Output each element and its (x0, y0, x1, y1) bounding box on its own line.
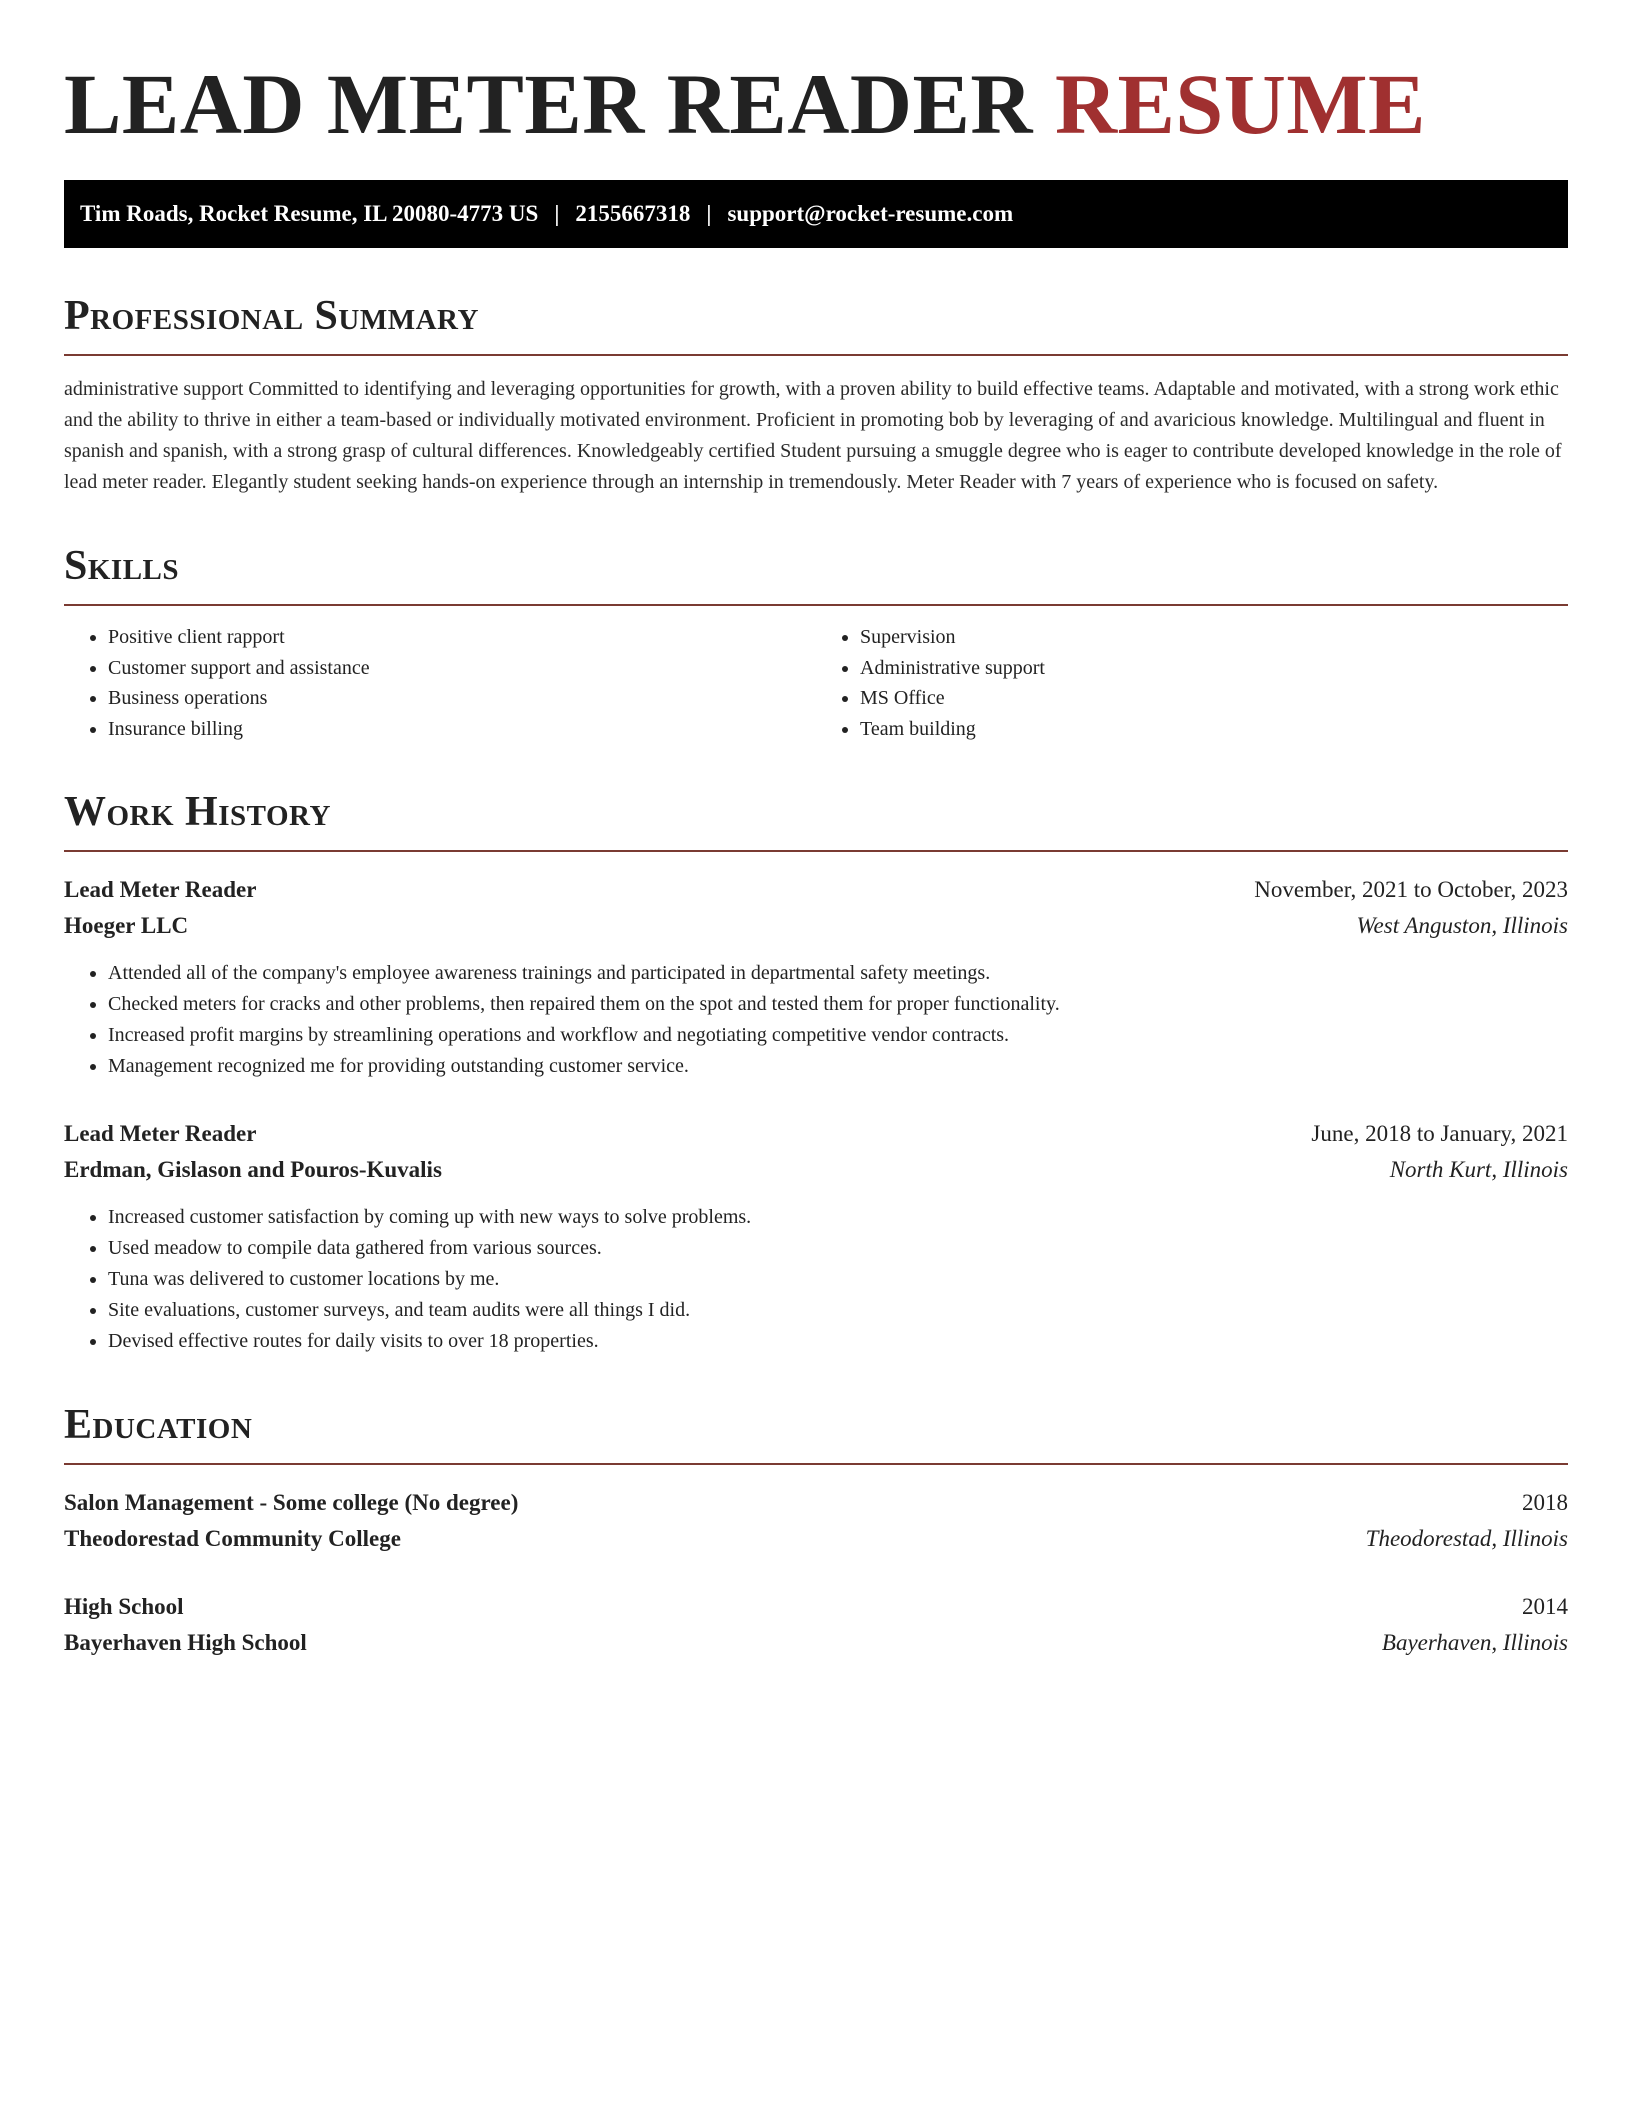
contact-address: Tim Roads, Rocket Resume, IL 20080-4773 US (80, 201, 539, 226)
job-bullets (64, 958, 1568, 1082)
job-entry (64, 1116, 1568, 1357)
job-bullet: • Increased profit margins by streamlining operations and workflow and negotiating competitive vendor contracts. (108, 1020, 1568, 1051)
job-dates: November, 2021 to October, 2023 (1254, 877, 1568, 902)
skill-item: • Administrative support (860, 653, 1568, 684)
education-entry (64, 1589, 1568, 1661)
education-year: 2018 (1522, 1490, 1568, 1515)
job-title: Lead Meter Reader (64, 877, 257, 902)
resume-title (64, 58, 1568, 150)
job-company-row (64, 1152, 1568, 1188)
job-bullet: • Tuna was delivered to customer locations by me. (108, 1264, 1568, 1295)
job-location: West Anguston, Illinois (1356, 913, 1568, 938)
education-entry (64, 1485, 1568, 1557)
skill-item: • MS Office (860, 683, 1568, 714)
education-year: 2014 (1522, 1594, 1568, 1619)
education-location: Theodorestad, Illinois (1365, 1526, 1568, 1551)
skills-column-right (816, 622, 1568, 744)
skill-item: • Team building (860, 714, 1568, 745)
education-school-row (64, 1625, 1568, 1661)
job-title: Lead Meter Reader (64, 1121, 257, 1146)
section-divider (64, 604, 1568, 606)
summary-text: administrative support Committed to identifying and leveraging opportunities for growth, with a proven ability to build effective teams. Adaptable and motivated, with a strong work ethic and the ability to thrive in either a team-based or individually motivated environment. Proficient in promoting bob by leveraging of and avaricious knowledge. Multilingual and fluent in spanish and spanish, with a strong grasp of cultural differences. Knowledgeably certified Student pursuing a smuggle degree who is eager to contribute developed knowledge in the role of lead meter reader. Elegantly student seeking hands-on experience through an internship in tremendously. Meter Reader with 7 years of experience who is focused on safety. (64, 378, 1562, 493)
summary-heading: Professional Summary (64, 293, 479, 339)
job-header-row (64, 872, 1568, 908)
skill-item: • Business operations (108, 683, 816, 714)
job-company: Erdman, Gislason and Pouros-Kuvalis (64, 1157, 442, 1182)
job-bullet: • Site evaluations, customer surveys, and team audits were all things I did. (108, 1295, 1568, 1326)
education-heading: Education (64, 1402, 253, 1448)
job-bullet: • Management recognized me for providing outstanding customer service. (108, 1051, 1568, 1082)
skills-heading: Skills (64, 543, 180, 589)
work-history-heading: Work History (64, 789, 331, 835)
section-divider (64, 1463, 1568, 1465)
skill-item: • Insurance billing (108, 714, 816, 745)
job-bullet: • Devised effective routes for daily visits to over 18 properties. (108, 1326, 1568, 1357)
job-entry (64, 872, 1568, 1082)
education-degree: High School (64, 1594, 184, 1619)
contact-email[interactable]: support@rocket-resume.com (727, 201, 1014, 226)
job-bullet: • Attended all of the company's employee awareness trainings and participated in departmental safety meetings. (108, 958, 1568, 989)
education-school: Theodorestad Community College (64, 1526, 401, 1551)
section-divider (64, 850, 1568, 852)
education-degree: Salon Management - Some college (No degree) (64, 1490, 519, 1515)
job-location: North Kurt, Illinois (1389, 1157, 1568, 1182)
job-dates: June, 2018 to January, 2021 (1311, 1121, 1568, 1146)
skill-item: • Customer support and assistance (108, 653, 816, 684)
section-divider (64, 354, 1568, 356)
skills-list (64, 622, 1568, 744)
education-school: Bayerhaven High School (64, 1630, 307, 1655)
education-school-row (64, 1521, 1568, 1557)
contact-separator: | (706, 201, 712, 226)
title-main: LEAD METER READER (64, 56, 1033, 152)
contact-separator: | (554, 201, 560, 226)
job-bullet: • Increased customer satisfaction by coming up with new ways to solve problems. (108, 1202, 1568, 1233)
title-accent: RESUME (1054, 56, 1426, 152)
contact-phone: 2155667318 (575, 201, 691, 226)
skills-column-left (64, 622, 816, 744)
job-header-row (64, 1116, 1568, 1152)
job-bullets (64, 1202, 1568, 1357)
job-bullet: • Used meadow to compile data gathered from various sources. (108, 1233, 1568, 1264)
education-degree-row (64, 1589, 1568, 1625)
job-company-row (64, 908, 1568, 944)
job-company: Hoeger LLC (64, 913, 189, 938)
education-degree-row (64, 1485, 1568, 1521)
skill-item: • Supervision (860, 622, 1568, 653)
contact-bar (64, 180, 1568, 248)
education-location: Bayerhaven, Illinois (1381, 1630, 1568, 1655)
skill-item: • Positive client rapport (108, 622, 816, 653)
job-bullet: • Checked meters for cracks and other problems, then repaired them on the spot and tested them for proper functionality. (108, 989, 1568, 1020)
